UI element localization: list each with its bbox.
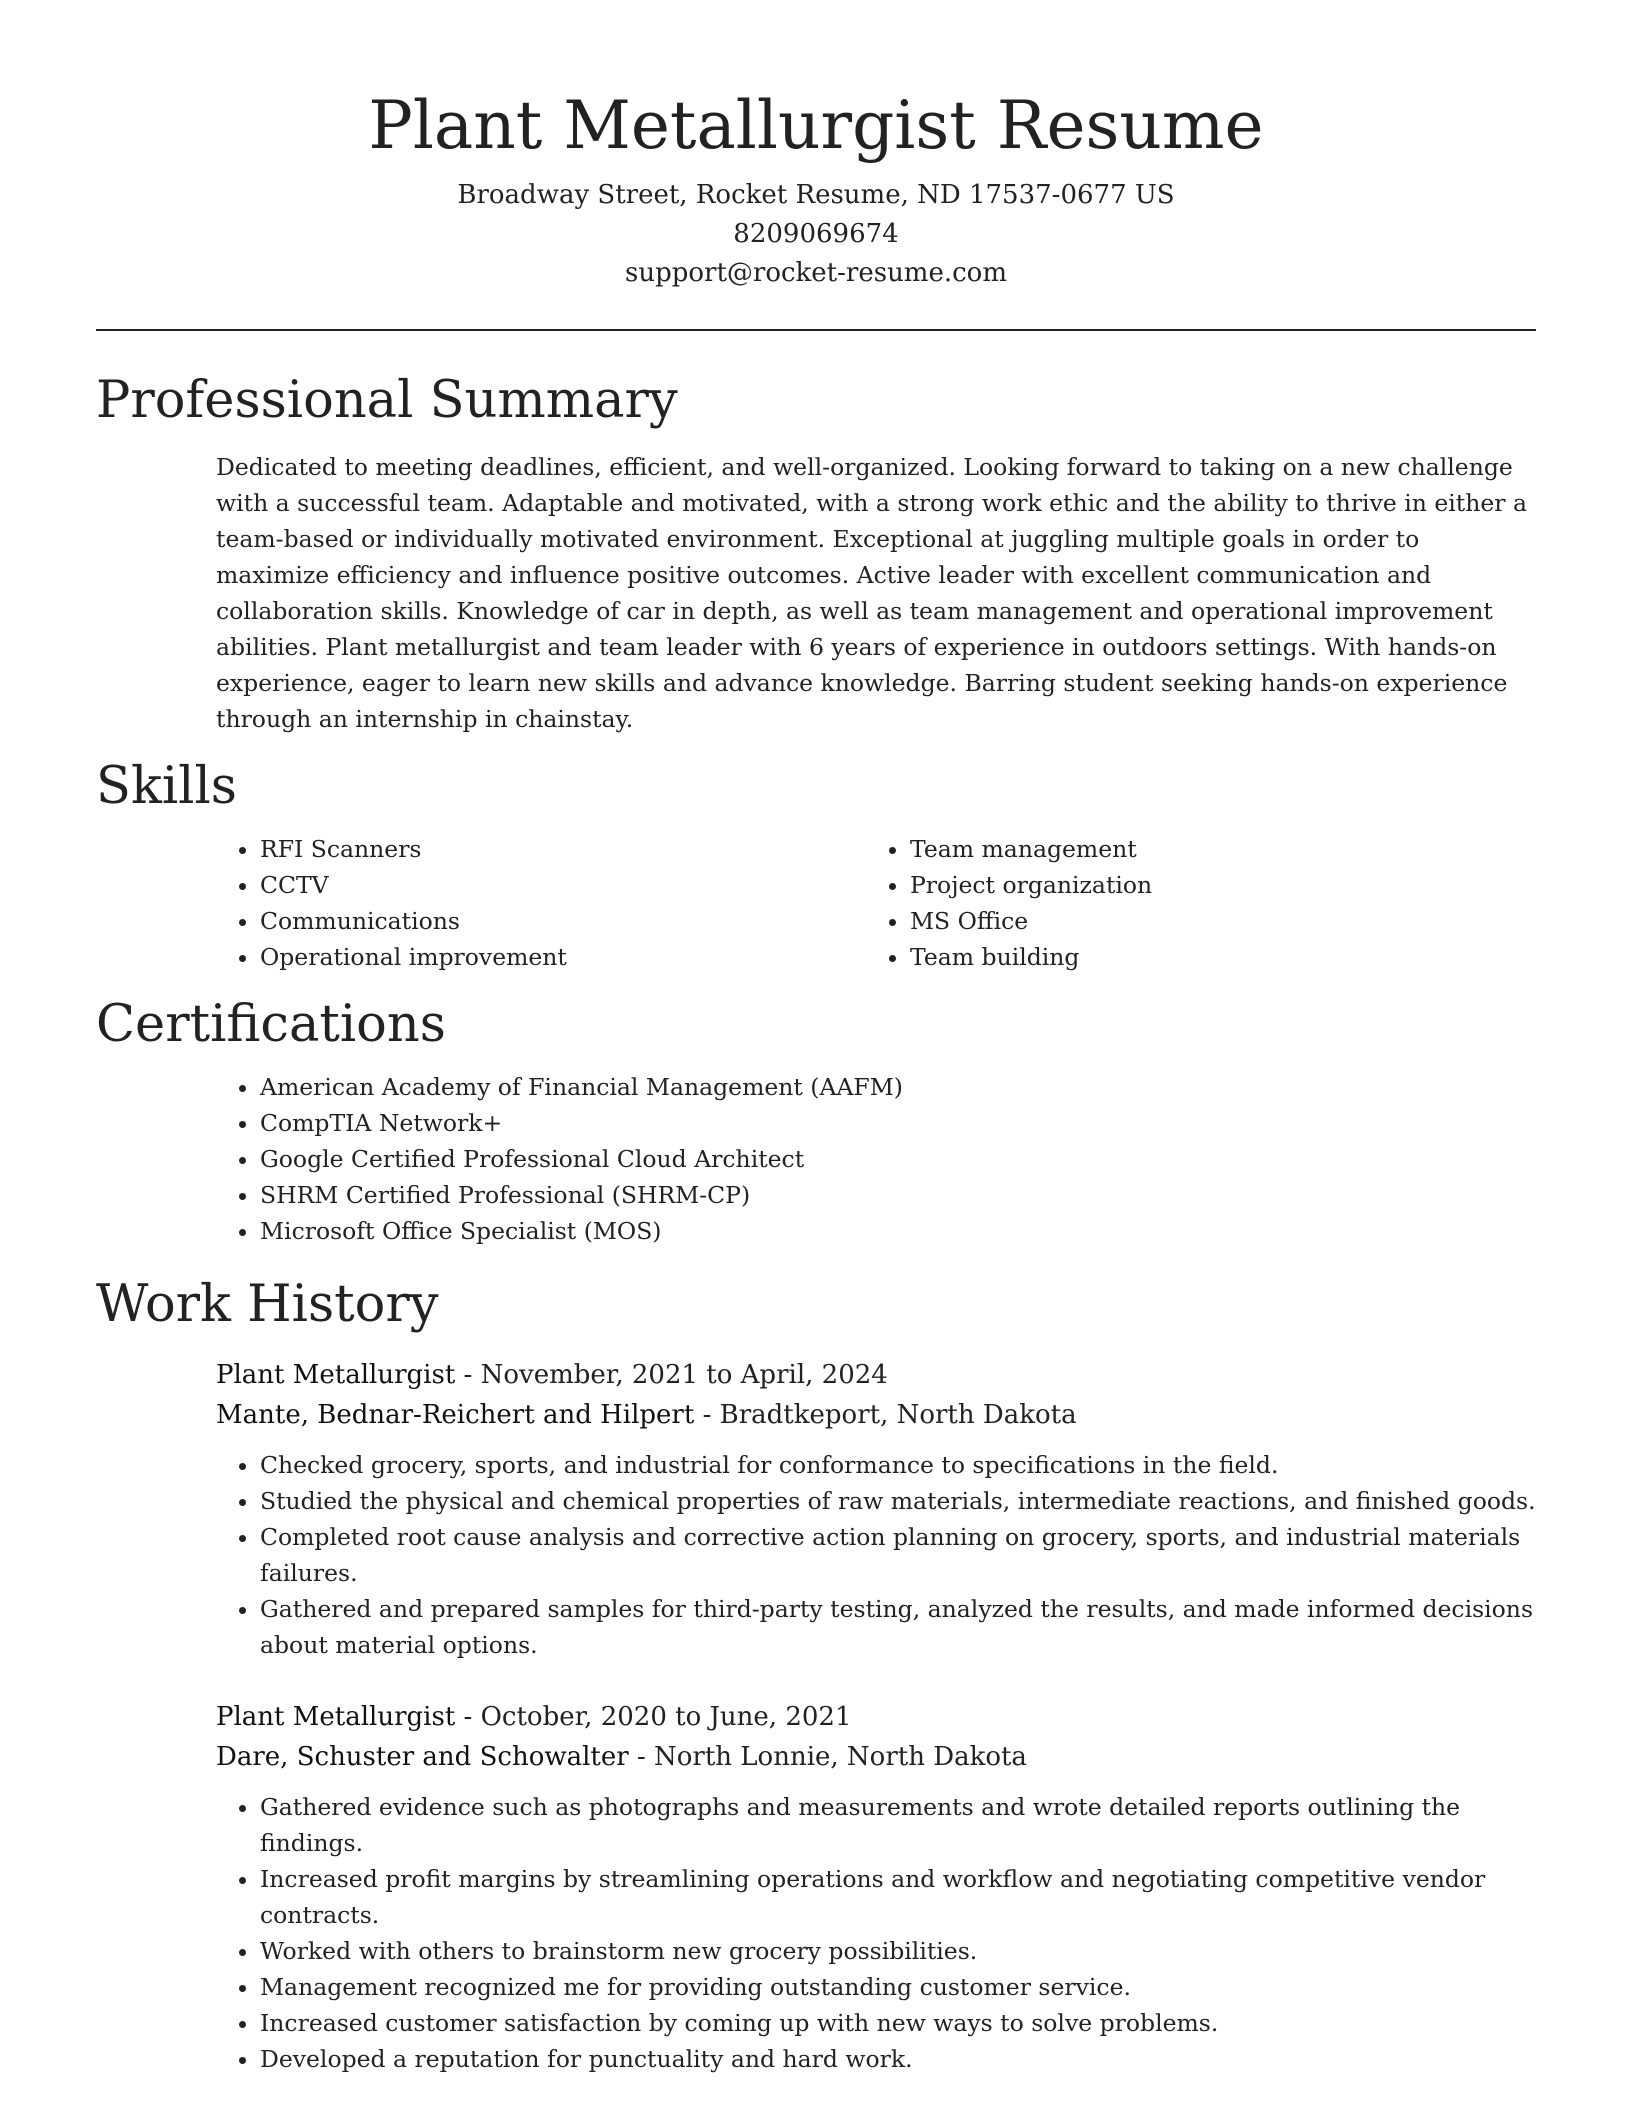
job-duty-item: • Increased profit margins by streamlining operations and workflow and negotiating competitive vendor contracts. — [260, 1861, 1536, 1933]
certification-item: • CompTIA Network+ — [260, 1105, 1536, 1141]
job-duties-list — [216, 1447, 1536, 1663]
job-duties-list — [216, 1789, 1536, 2077]
skills-column-2 — [910, 831, 1536, 975]
job-company-line — [216, 1737, 1536, 1777]
job-duty-item: • Checked grocery, sports, and industrial for conformance to specifications in the field. — [260, 1447, 1536, 1483]
skill-item: • Team building — [910, 939, 1536, 975]
job-duty-item: • Gathered evidence such as photographs and measurements and wrote detailed reports outlining the findings. — [260, 1789, 1536, 1861]
certification-item: • Microsoft Office Specialist (MOS) — [260, 1213, 1536, 1249]
header-divider — [96, 329, 1536, 331]
work-history-heading: Work History — [96, 1275, 439, 1334]
contact-email: support@rocket-resume.com — [624, 258, 1007, 288]
job-duty-item: • Studied the physical and chemical properties of raw materials, intermediate reactions, and finished goods. — [260, 1483, 1536, 1519]
certifications-list — [96, 1069, 1536, 1249]
skill-item: • Project organization — [910, 867, 1536, 903]
resume-page — [96, 0, 1536, 2077]
job-duty-item: • Completed root cause analysis and corrective action planning on grocery, sports, and industrial materials failures. — [260, 1519, 1536, 1591]
job-duty-item: • Increased customer satisfaction by coming up with new ways to solve problems. — [260, 2005, 1536, 2041]
summary-heading: Professional Summary — [96, 371, 678, 430]
job-duty-item: • Developed a reputation for punctuality and hard work. — [260, 2041, 1536, 2077]
skills-grid — [96, 831, 1536, 975]
skill-item: • Operational improvement — [260, 939, 910, 975]
job-title: Plant Metallurgist — [216, 1702, 456, 1732]
job-dates: - October, 2020 to June, 2021 — [455, 1702, 852, 1732]
job-entry — [216, 1697, 1536, 2077]
job-dates: - November, 2021 to April, 2024 — [455, 1360, 888, 1390]
certification-item: • SHRM Certified Professional (SHRM-CP) — [260, 1177, 1536, 1213]
skill-item: • Communications — [260, 903, 910, 939]
skills-heading: Skills — [96, 757, 237, 816]
job-duty-item: • Gathered and prepared samples for third-party testing, analyzed the results, and made informed decisions about material options. — [260, 1591, 1536, 1663]
job-company-line — [216, 1395, 1536, 1435]
job-company: Dare, Schuster and Schowalter — [216, 1742, 629, 1772]
job-duty-item: • Worked with others to brainstorm new grocery possibilities. — [260, 1933, 1536, 1969]
skill-item: • CCTV — [260, 867, 910, 903]
job-location: - North Lonnie, North Dakota — [628, 1742, 1027, 1772]
job-title-line — [216, 1355, 1536, 1395]
contact-block — [96, 176, 1536, 293]
page-title: Plant Metallurgist Resume — [368, 87, 1264, 164]
job-duty-item: • Management recognized me for providing outstanding customer service. — [260, 1969, 1536, 2005]
summary-text: Dedicated to meeting deadlines, efficient, and well-organized. Looking forward to taking on a new challenge with a successful team. Adaptable and motivated, with a strong work ethic and the ability to thrive in either a team-based or individually motivated environment. Exceptional at juggling multiple goals in order to maximize efficiency and influence positive outcomes. Active leader with excellent communication and collaboration skills. Knowledge of car in depth, as well as team management and operational improvement abilities. Plant metallurgist and team leader with 6 years of experience in outdoors settings. With hands-on experience, eager to learn new skills and advance knowledge. Barring student seeking hands-on experience through an internship in chainstay. — [216, 453, 1527, 733]
certification-item: • American Academy of Financial Management (AAFM) — [260, 1069, 1536, 1105]
skills-column-1 — [96, 831, 910, 975]
job-location: - Bradtkeport, North Dakota — [694, 1400, 1077, 1430]
contact-phone: 8209069674 — [733, 219, 899, 249]
job-title-line — [216, 1697, 1536, 1737]
certifications-heading: Certifications — [96, 995, 446, 1054]
job-title: Plant Metallurgist — [216, 1360, 456, 1390]
skill-item: • MS Office — [910, 903, 1536, 939]
job-company: Mante, Bednar-Reichert and Hilpert — [216, 1400, 695, 1430]
contact-address: Broadway Street, Rocket Resume, ND 17537-0677 US — [457, 180, 1175, 210]
skill-item: • Team management — [910, 831, 1536, 867]
job-entry — [216, 1355, 1536, 1663]
certification-item: • Google Certified Professional Cloud Architect — [260, 1141, 1536, 1177]
skill-item: • RFI Scanners — [260, 831, 910, 867]
